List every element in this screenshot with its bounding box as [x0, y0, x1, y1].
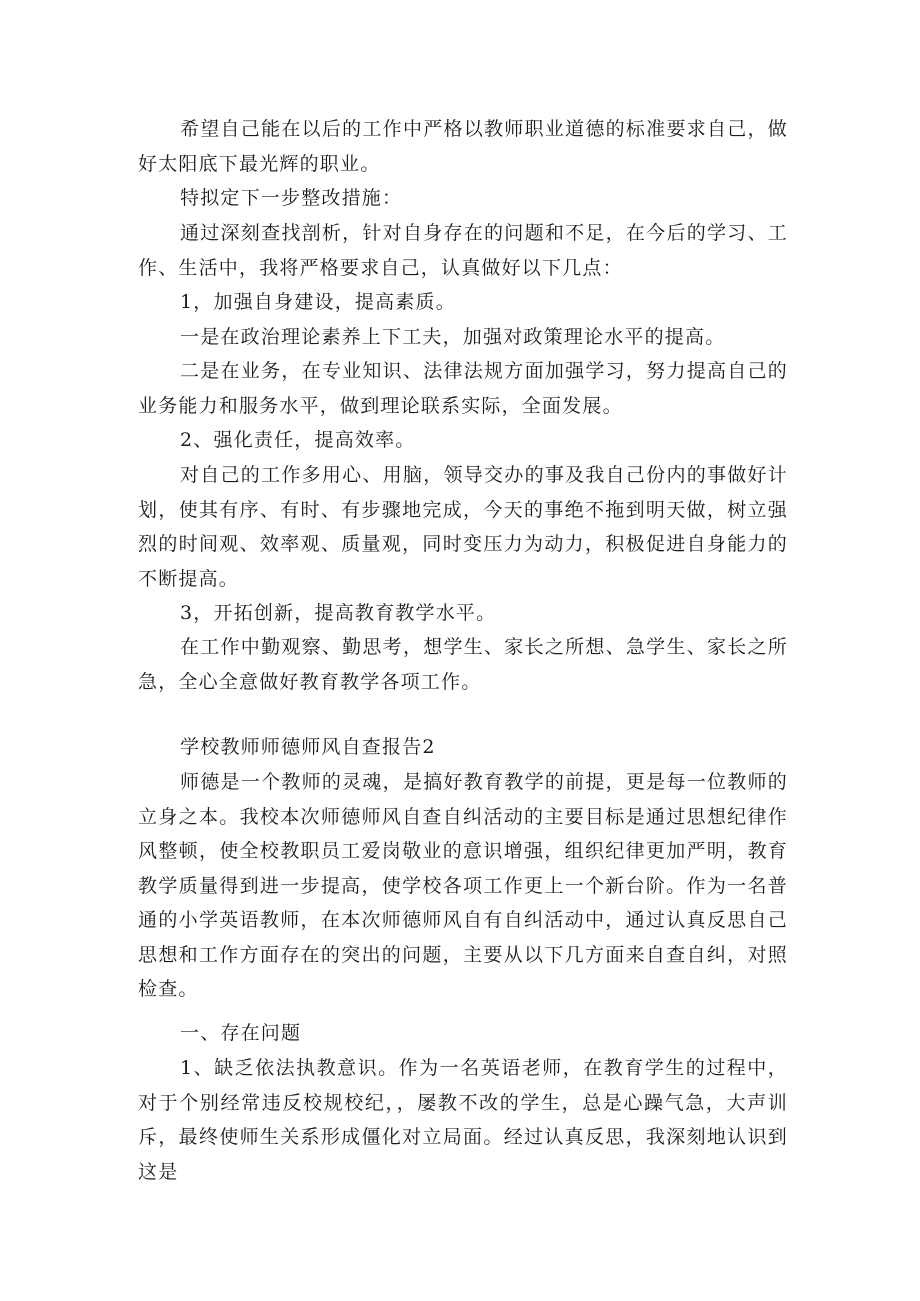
paragraph-9: 3，开拓创新，提高教育教学水平。 — [180, 602, 497, 624]
section-title: 学校教师师德师风自查报告2 — [180, 736, 436, 758]
paragraph-5: 一是在政治理论素养上下工夫，加强对政策理论水平的提高。 — [180, 326, 726, 348]
paragraph-1: 希望自己能在以后的工作中严格以教师职业道德的标准要求自己，做好太阳底下最光辉的职业。 — [138, 118, 788, 175]
section-intro: 师德是一个教师的灵魂，是搞好教育教学的前提，更是每一位教师的立身之本。我校本次师德师风自查自纠活动的主要目标是通过思想纪律作风整顿，使全校教职员工爱岗敬业的意识增强，组织纪律更加严明，教育教学质量得到进一步提高，使学校各项工作更上一个新台阶。作为一名普通的小学英语教师，在本次师德师风自有自纠活动中，通过认真反思自己思想和工作方面存在的突出的问题，主要从以下几方面来自查自纠，对照检查。 — [138, 771, 788, 1000]
paragraph-3: 通过深刻查找剖析，针对自身存在的问题和不足，在今后的学习、工作、生活中，我将严格要求自己，认真做好以下几点： — [138, 222, 788, 279]
paragraph-8: 对自己的工作多用心、用脑，领导交办的事及我自己份内的事做好计划，使其有序、有时、有步骤地完成，今天的事绝不拖到明天做，树立强烈的时间观、效率观、质量观，同时变压力为动力，积极促进自身能力的不断提高。 — [138, 464, 788, 590]
paragraph-7: 2、强化责任，提高效率。 — [180, 429, 416, 451]
section-subheading: 一、存在问题 — [180, 1022, 302, 1044]
paragraph-10: 在工作中勤观察、勤思考，想学生、家长之所想、急学生、家长之所急，全心全意做好教育教学各项工作。 — [138, 636, 788, 693]
paragraph-4: 1，加强自身建设，提高素质。 — [180, 291, 456, 313]
problem-point-1: 1、缺乏依法执教意识。作为一名英语老师，在教育学生的过程中，对于个别经常违反校规校纪，，屡教不改的学生，总是心躁气急，大声训斥，最终使师生关系形成僵化对立局面。经过认真反思，我深刻地认识到这是 — [138, 1057, 788, 1183]
paragraph-6: 二是在业务，在专业知识、法律法规方面加强学习，努力提高自己的业务能力和服务水平，做到理论联系实际，全面发展。 — [138, 360, 788, 417]
paragraph-2: 特拟定下一步整改措施： — [180, 187, 403, 209]
